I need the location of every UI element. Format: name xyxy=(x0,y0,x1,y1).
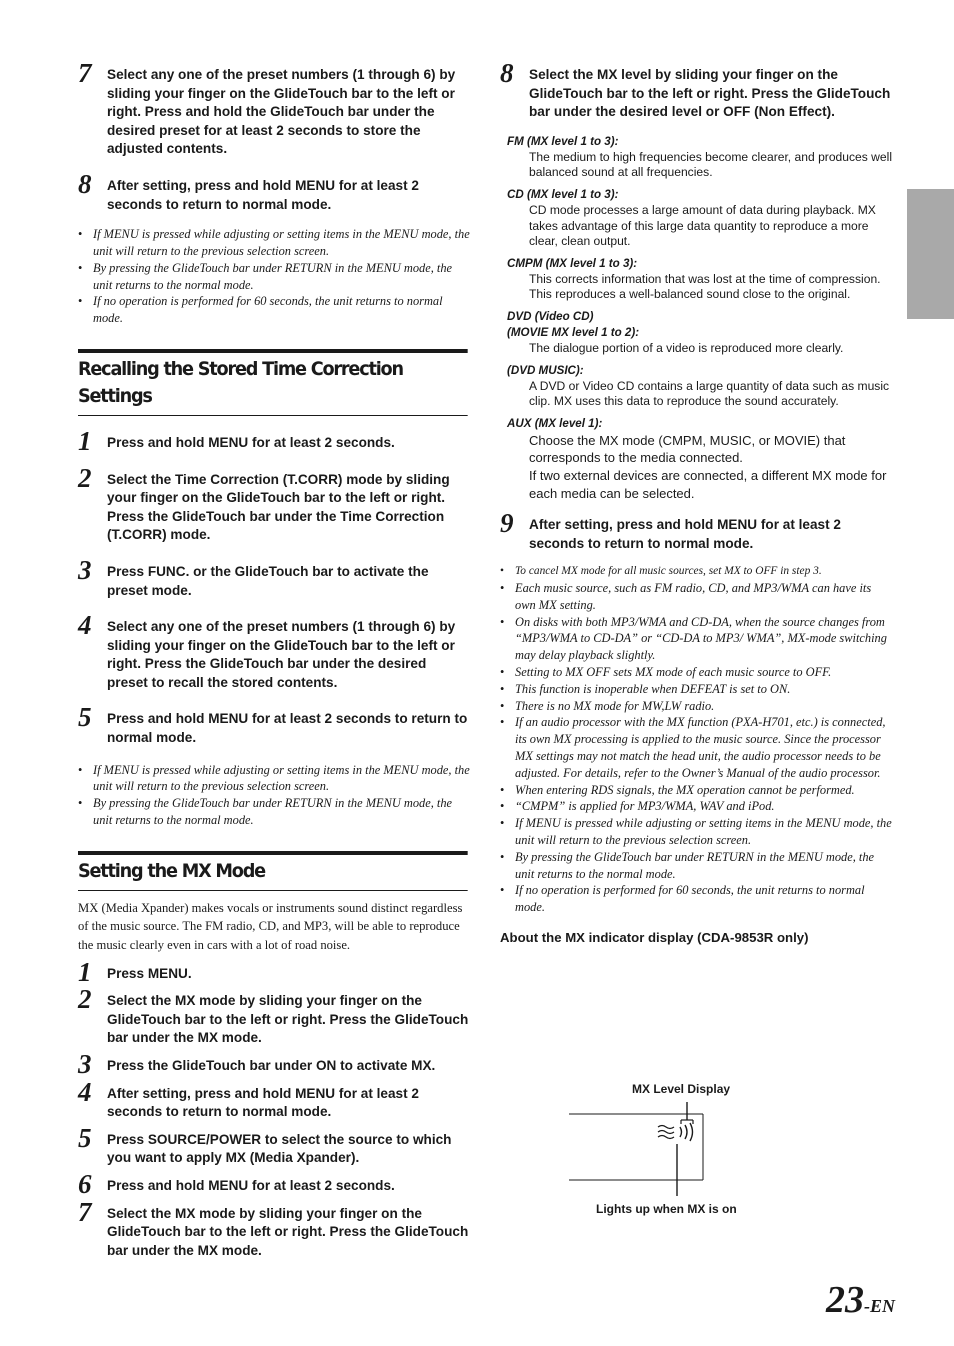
mx-level-title: CMPM (MX level 1 to 3): xyxy=(507,256,638,270)
note-item: • To cancel MX mode for all music sources, set MX to OFF in step 3. xyxy=(500,563,892,580)
note-item: • When entering RDS signals, the MX operation cannot be performed. xyxy=(500,782,892,799)
mx-level-desc: A DVD or Video CD contains a large quantity of data such as music clip. MX uses this data to reproduce the sound accurately. xyxy=(529,378,890,409)
note-item: • If MENU is pressed while adjusting or setting items in the MENU mode, the unit will return to the previous selection screen. xyxy=(500,815,892,849)
step-text: Press FUNC. or the GlideTouch bar to activate the preset mode. xyxy=(107,563,429,598)
step-text: Select the MX mode by sliding your finger on the GlideTouch bar to the left or right. Press the GlideTouch bar under the MX mode. xyxy=(107,993,469,1046)
step-number: 8 xyxy=(78,168,92,199)
note-item: • Setting to MX OFF sets MX mode of each music source to OFF. xyxy=(500,664,892,681)
step-number: 2 xyxy=(78,462,92,493)
step-text: Press MENU. xyxy=(107,965,192,981)
mx-level-title: DVD (Video CD) xyxy=(507,309,594,323)
note-item: • On disks with both MP3/WMA and CD-DA, when the source changes from “MP3/WMA to CD-DA” or “CD-DA to MP3/ WMA”, MX-mode switching may delay playback slightly. xyxy=(500,614,892,664)
note-item: • There is no MX mode for MW,LW radio. xyxy=(500,698,892,715)
step-mx-4 xyxy=(78,1076,470,1122)
note-item: • If MENU is pressed while adjusting or setting items in the MENU mode, the unit will return to the previous selection screen. xyxy=(78,226,470,260)
mx-level-fm xyxy=(500,134,892,181)
note-item: • By pressing the GlideTouch bar under RETURN in the MENU mode, the unit returns to the normal mode. xyxy=(500,849,892,883)
lights-up-label: Lights up when MX is on xyxy=(596,1202,737,1216)
step-mx-1 xyxy=(78,956,470,987)
mx-level-desc: CD mode processes a large amount of data during playback. MX takes advantage of this large data quantity to reproduce a more clear, clean output. xyxy=(529,202,876,249)
step-text: Select any one of the preset numbers (1 through 6) by sliding your finger on the GlideTouch bar to the left or right. Press and hold the GlideTouch bar under the desired preset for at least 2 seconds to store the adjusted contents. xyxy=(107,67,456,157)
note-item: • If no operation is performed for 60 seconds, the unit returns to normal mode. xyxy=(78,293,470,327)
step-mx-8 xyxy=(500,58,892,122)
step-number: 1 xyxy=(78,956,92,987)
note-item: • If an audio processor with the MX function (PXA-H701, etc.) is connected, its own MX processing is applied to the music source. Since the processor MX settings may not match the head unit, the audio processor needs to be adjusted. For details, refer to the Owner’s Manual of the audio processor. xyxy=(500,714,892,781)
step-number: 6 xyxy=(78,1168,92,1199)
step-number: 7 xyxy=(78,58,92,88)
mx-level-desc: Choose the MX mode (CMPM, MUSIC, or MOVIE) that corresponds to the media connected. xyxy=(529,432,846,466)
step-text: Press and hold MENU for at least 2 seconds. xyxy=(107,434,395,450)
step-store-preset xyxy=(78,58,470,159)
step-text: Press the GlideTouch bar under ON to activate MX. xyxy=(107,1058,436,1073)
step-mx-7 xyxy=(78,1196,470,1261)
step-text: Press and hold MENU for at least 2 seconds. xyxy=(107,1177,395,1193)
page-number-value: 23 xyxy=(826,1279,864,1321)
step-recall-3 xyxy=(78,554,470,600)
note-item: • If no operation is performed for 60 seconds, the unit returns to normal mode. xyxy=(500,882,892,916)
step-text: After setting, press and hold MENU for at least 2 seconds to return to normal mode. xyxy=(107,177,419,212)
mx-level-dvd-movie xyxy=(500,309,892,357)
page-number xyxy=(826,1278,895,1328)
mx-level-desc-extra: If two external devices are connected, a different MX mode for each media can be selected. xyxy=(529,467,887,501)
mx-level-dvd-music xyxy=(500,363,892,410)
note-item: • By pressing the GlideTouch bar under RETURN in the MENU mode, the unit returns to the normal mode. xyxy=(78,795,470,829)
mx-level-cmpm xyxy=(500,256,892,303)
step-mx-5 xyxy=(78,1122,470,1168)
step-number: 1 xyxy=(78,425,92,456)
mx-level-display-label: MX Level Display xyxy=(632,1082,731,1096)
section-heading-recall: Recalling the Stored Time Correction Settings xyxy=(78,349,468,416)
mx-level-title: CD (MX level 1 to 3): xyxy=(507,187,619,201)
mx-intro-paragraph: MX (Media Xpander) makes vocals or instruments sound distinct regardless of the music source. The FM radio, CD, and MP3, will be able to reproduce the music clearly even in cars with a lot of road noise. xyxy=(78,900,463,953)
notes-list xyxy=(500,563,892,916)
mx-level-aux xyxy=(500,416,892,502)
notes-list xyxy=(78,762,470,829)
notes-list xyxy=(78,226,470,327)
mx-level-desc: The dialogue portion of a video is reproduced more clearly. xyxy=(529,340,844,355)
note-item: • “CMPM” is applied for MP3/WMA, WAV and iPod. xyxy=(500,798,892,815)
step-number: 3 xyxy=(78,554,92,585)
step-number: 2 xyxy=(78,984,92,1015)
mx-level-title: FM (MX level 1 to 3): xyxy=(507,134,619,148)
step-mx-9 xyxy=(500,508,892,553)
step-text: Select the Time Correction (T.CORR) mode by sliding your finger on the GlideTouch bar to the left or right. Press the GlideTouch bar under the Time Correction (T.CORR) mode. xyxy=(107,471,450,543)
step-text: Press SOURCE/POWER to select the source to which you want to apply MX (Media Xpander). xyxy=(107,1131,452,1166)
step-number: 3 xyxy=(78,1049,92,1079)
step-number: 7 xyxy=(78,1196,92,1227)
note-item: • Each music source, such as FM radio, CD, and MP3/WMA can have its own MX setting. xyxy=(500,580,892,614)
step-number: 5 xyxy=(78,702,92,733)
note-item: • This function is inoperable when DEFEAT is set to ON. xyxy=(500,681,892,698)
step-number: 4 xyxy=(78,610,92,641)
page-language-suffix: -EN xyxy=(864,1296,895,1316)
mx-icon xyxy=(656,1122,696,1142)
indicator-section-title: About the MX indicator display (CDA-9853R only) xyxy=(500,930,809,946)
right-column xyxy=(500,58,893,946)
note-item: • By pressing the GlideTouch bar under RETURN in the MENU mode, the unit returns to the normal mode. xyxy=(78,260,470,294)
step-text: Select the MX mode by sliding your finger on the GlideTouch bar to the left or right. Press the GlideTouch bar under the MX mode. xyxy=(107,1205,469,1258)
step-mx-6 xyxy=(78,1168,470,1199)
step-recall-4 xyxy=(78,610,470,692)
mx-display-outline xyxy=(560,1076,760,1221)
section-tab-marker xyxy=(907,189,954,319)
mx-level-title: AUX (MX level 1): xyxy=(507,416,603,430)
step-text: After setting, press and hold MENU for at least 2 seconds to return to normal mode. xyxy=(107,1085,419,1120)
step-recall-1 xyxy=(78,425,470,456)
step-text: Select any one of the preset numbers (1 through 6) by sliding your finger on the GlideTouch bar to the left or right. Press the GlideTouch bar under the desired preset to recall the stored contents. xyxy=(107,619,456,690)
step-mx-2 xyxy=(78,984,470,1048)
step-text: Select the MX level by sliding your finger on the GlideTouch bar to the left or right. Press the GlideTouch bar under the desired level or OFF (Non Effect). xyxy=(529,67,891,120)
note-item: • If MENU is pressed while adjusting or setting items in the MENU mode, the unit will return to the previous selection screen. xyxy=(78,762,470,796)
mx-level-cd xyxy=(500,187,892,250)
step-number: 9 xyxy=(500,508,514,539)
left-column xyxy=(78,58,470,1269)
section-heading-mx: Setting the MX Mode xyxy=(78,851,468,891)
step-number: 4 xyxy=(78,1076,92,1107)
mx-level-title: (DVD MUSIC): xyxy=(507,363,584,377)
step-mx-3 xyxy=(78,1049,470,1079)
step-text: After setting, press and hold MENU for at least 2 seconds to return to normal mode. xyxy=(529,517,841,551)
step-recall-2 xyxy=(78,462,470,545)
mx-level-desc: This corrects information that was lost at the time of compression. This reproduces a well-balanced sound close to the original. xyxy=(529,271,881,302)
step-number: 5 xyxy=(78,1122,92,1153)
step-number: 8 xyxy=(500,58,514,88)
mx-level-subtitle: (MOVIE MX level 1 to 2): xyxy=(507,325,640,339)
step-text: Press and hold MENU for at least 2 seconds to return to normal mode. xyxy=(107,711,468,746)
step-return-normal xyxy=(78,168,470,214)
mx-level-desc: The medium to high frequencies become clearer, and produces well balanced sound at all frequencies. xyxy=(529,149,893,180)
step-recall-5 xyxy=(78,702,470,747)
mx-indicator-diagram xyxy=(560,1076,760,1221)
